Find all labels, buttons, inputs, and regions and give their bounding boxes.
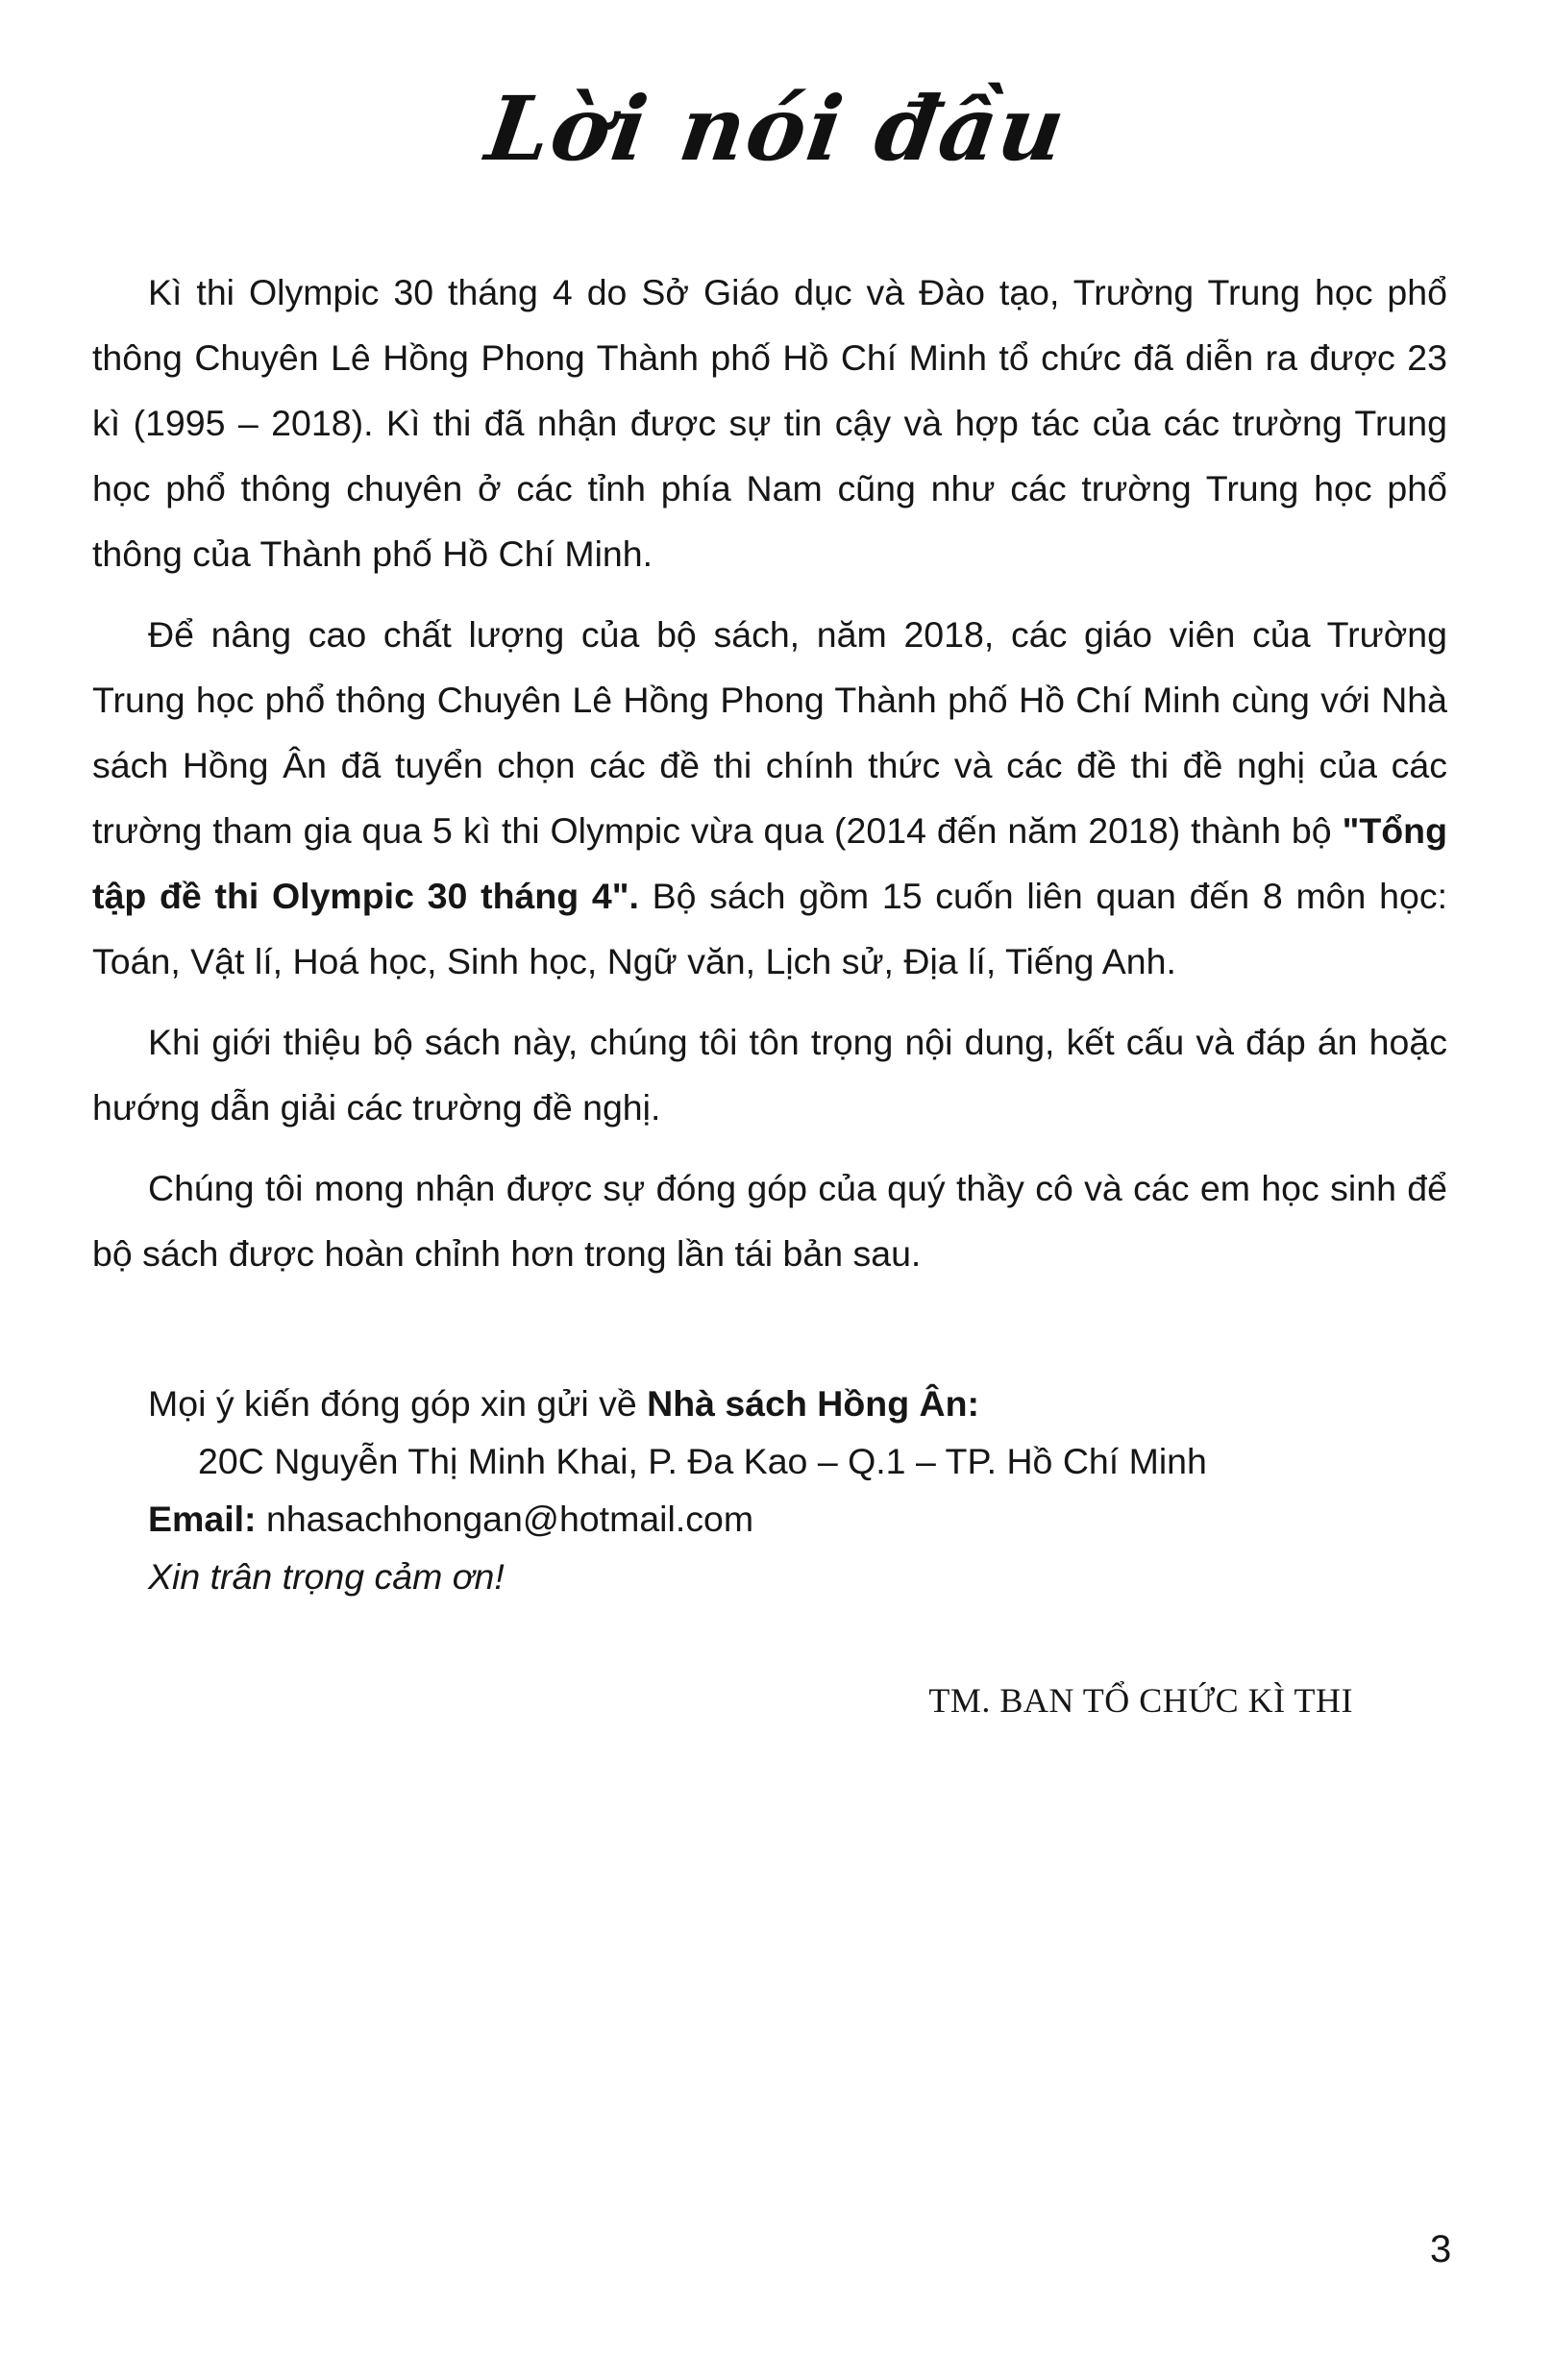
preface-body	[92, 260, 1447, 1302]
publisher-address: 20C Nguyễn Thị Minh Khai, P. Đa Kao – Q.1 – TP. Hồ Chí Minh	[198, 1441, 1207, 1481]
paragraph-2	[92, 602, 1447, 994]
contact-intro-line	[148, 1375, 1455, 1432]
publisher-name: Nhà sách Hồng Ân:	[647, 1383, 979, 1424]
email-address: nhasachhongan@hotmail.com	[265, 1499, 754, 1539]
paragraph-2-text-after: Bộ sách gồm 15 cuốn liên quan đến 8 môn học: Toán, Vật lí, Hoá học, Sinh học, Ngữ văn, Lịch sử, Địa lí, Tiếng Anh.	[92, 876, 1447, 981]
paragraph-4: Chúng tôi mong nhận được sự đóng góp của quý thầy cô và các em học sinh để bộ sách được hoàn chỉnh hơn trong lần tái bản sau.	[92, 1168, 1447, 1274]
paragraph-2-text-before: Để nâng cao chất lượng của bộ sách, năm 2018, các giáo viên của Trường Trung học phổ thông Chuyên Lê Hồng Phong Thành phố Hồ Chí Minh cùng với Nhà sách Hồng Ân đã tuyển chọn các đề thi chính thức và các đề thi đề nghị của các trường tham gia qua 5 kì thi Olympic vừa qua (2014 đến năm 2018) thành bộ	[92, 614, 1447, 851]
email-line	[148, 1490, 1455, 1548]
email-label: Email:	[148, 1499, 257, 1539]
contact-intro: Mọi ý kiến đóng góp xin gửi về	[148, 1383, 648, 1424]
page-number: 3	[1430, 2228, 1452, 2270]
paragraph-1: Kì thi Olympic 30 tháng 4 do Sở Giáo dục và Đào tạo, Trường Trung học phổ thông Chuyên Lê Hồng Phong Thành phố Hồ Chí Minh tổ chức đã diễn ra được 23 kì (1995 – 2018). Kì thi đã nhận được sự tin cậy và hợp tác của các trường Trung học phổ thông chuyên ở các tỉnh phía Nam cũng như các trường Trung học phổ thông của Thành phố Hồ Chí Minh.	[92, 272, 1447, 574]
page-title: Lời nói đầu	[480, 77, 1073, 181]
contact-block	[148, 1375, 1455, 1605]
thanks-line: Xin trân trọng cảm ơn!	[148, 1556, 505, 1597]
book-series-title: "Tổng tập đề thi Olympic 30 tháng 4".	[92, 810, 1447, 916]
paragraph-3: Khi giới thiệu bộ sách này, chúng tôi tôn trọng nội dung, kết cấu và đáp án hoặc hướng dẫn giải các trường đề nghị.	[92, 1022, 1447, 1128]
signature: TM. BAN TỔ CHỨC KÌ THI	[928, 1681, 1353, 1720]
